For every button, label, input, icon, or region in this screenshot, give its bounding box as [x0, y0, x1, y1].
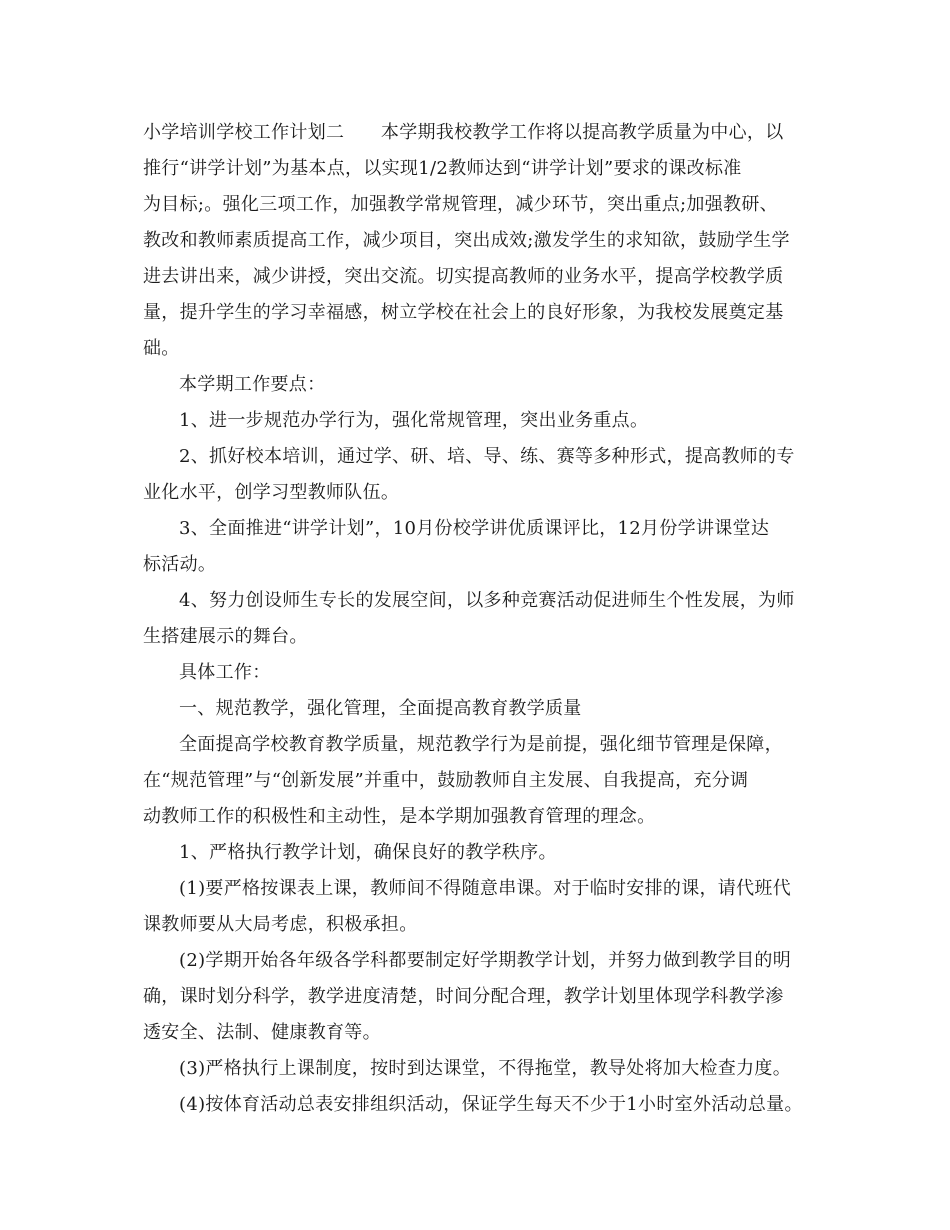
text-line: 课教师要从大局考虑，积极承担。: [143, 914, 418, 935]
text-line: 量，提升学生的学习幸福感，树立学校在社会上的良好形象，为我校发展奠定基: [143, 302, 784, 323]
text-line: 4、努力创设师生专长的发展空间，以多种竞赛活动促进师生个性发展，为师: [179, 590, 795, 611]
text-line: 在“规范管理”与“创新发展”并重中，鼓励教师自主发展、自我提高，充分调: [143, 770, 749, 791]
text-line: (1)要严格按课表上课，教师间不得随意串课。对于临时安排的课，请代班代: [179, 878, 791, 899]
text-line: 生搭建展示的舞台。: [143, 626, 308, 647]
section-heading: 本学期工作要点：: [179, 374, 326, 395]
text-line: 为目标;。强化三项工作，加强教学常规管理，减少环节，突出重点;加强教研、: [143, 194, 778, 215]
text-line: 透安全、法制、健康教育等。: [143, 1022, 381, 1043]
section-heading: 一、规范教学，强化管理，全面提高教育教学质量: [179, 698, 582, 719]
text-line: 础。: [143, 338, 180, 359]
section-heading: 具体工作：: [179, 662, 271, 683]
text-line: 3、全面推进“讲学计划”，10月份校学讲优质课评比，12月份学讲课堂达: [179, 518, 770, 539]
text-line: 业化水平，创学习型教师队伍。: [143, 482, 400, 503]
text-line: 全面提高学校教育教学质量，规范教学行为是前提，强化细节管理是保障，: [179, 734, 783, 755]
text-line: 1、进一步规范办学行为，强化常规管理，突出业务重点。: [179, 410, 649, 431]
text-line: 推行“讲学计划”为基本点，以实现1/2教师达到“讲学计划”要求的课改标准: [143, 158, 742, 179]
text-line: 动教师工作的积极性和主动性，是本学期加强教育管理的理念。: [143, 806, 656, 827]
text-line: 教改和教师素质提高工作，减少项目，突出成效;激发学生的求知欲，鼓励学生学: [143, 230, 790, 251]
text-line: 小学培训学校工作计划二 本学期我校教学工作将以提高教学质量为中心，以: [143, 122, 784, 143]
text-line: (3)严格执行上课制度，按时到达课堂，不得拖堂，教导处将加大检查力度。: [179, 1058, 791, 1079]
text-line: (4)按体育活动总表安排组织活动，保证学生每天不少于1小时室外活动总量。: [179, 1094, 803, 1115]
text-line: 进去讲出来，减少讲授，突出交流。切实提高教师的业务水平，提高学校教学质: [143, 266, 784, 287]
text-line: 标活动。: [143, 554, 217, 575]
text-line: 1、严格执行教学计划，确保良好的教学秩序。: [179, 842, 557, 863]
text-line: 确，课时划分科学，教学进度清楚，时间分配合理，教学计划里体现学科教学渗: [143, 986, 784, 1007]
text-line: (2)学期开始各年级各学科都要制定好学期教学计划，并努力做到教学目的明: [179, 950, 791, 971]
text-line: 2、抓好校本培训，通过学、研、培、导、练、赛等多种形式，提高教师的专: [179, 446, 795, 467]
